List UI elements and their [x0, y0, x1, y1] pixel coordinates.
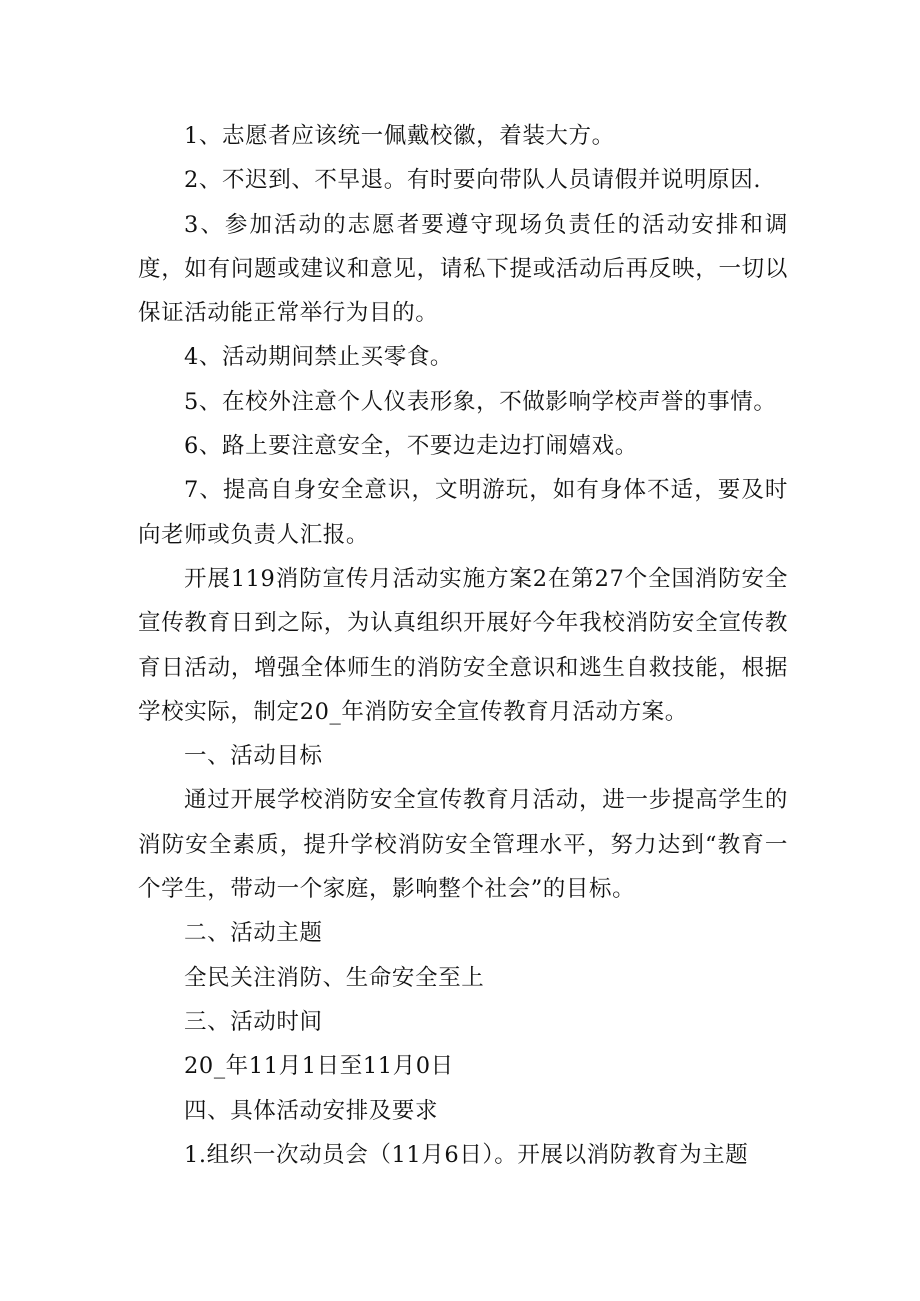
rule-item-1: 1、志愿者应该统一佩戴校徽，着装大方。 — [184, 123, 615, 149]
arrangement-item-1: 1.组织一次动员会（11月6日）。开展以消防教育为主题 — [184, 1141, 749, 1168]
document-body — [138, 114, 788, 1177]
time-paragraph: 20_年11月1日至11月0日 — [184, 1053, 454, 1080]
rule-item-6: 6、路上要注意安全，不要边走边打闹嬉戏。 — [184, 433, 638, 460]
section-heading-theme: 二、活动主题 — [184, 920, 323, 947]
section-heading-time: 三、活动时间 — [184, 1008, 323, 1035]
rule-item-2: 2、不迟到、不早退。有时要向带队人员请假并说明原因. — [184, 167, 762, 194]
section-heading-goal: 一、活动目标 — [184, 743, 323, 770]
rule-item-4: 4、活动期间禁止买零食。 — [184, 344, 454, 371]
rule-item-7: 7、提高自身安全意识，文明游玩，如有身体不适，要及时向老师或负责人汇报。 — [138, 477, 788, 548]
section-heading-arrangement: 四、具体活动安排及要求 — [184, 1097, 439, 1124]
rule-item-5: 5、在校外注意个人仪表形象，不做影响学校声誉的事情。 — [184, 388, 777, 415]
goal-paragraph: 通过开展学校消防安全宣传教育月活动，进一步提高学生的消防安全素质，提升学校消防安全管理水平，努力达到“教育一个学生，带动一个家庭，影响整个社会”的目标。 — [138, 787, 788, 903]
theme-paragraph: 全民关注消防、生命安全至上 — [184, 964, 485, 991]
plan-intro-paragraph: 开展119消防宣传月活动实施方案2在第27个全国消防安全宣传教育日到之际，为认真组织开展好今年我校消防安全宣传教育日活动，增强全体师生的消防安全意识和逃生自救技能，根据学校实际，制定20_年消防安全宣传教育月活动方案。 — [138, 565, 788, 725]
rule-item-3: 3、参加活动的志愿者要遵守现场负责任的活动安排和调度，如有问题或建议和意见，请私下提或活动后再反映，一切以保证活动能正常举行为目的。 — [138, 211, 788, 327]
